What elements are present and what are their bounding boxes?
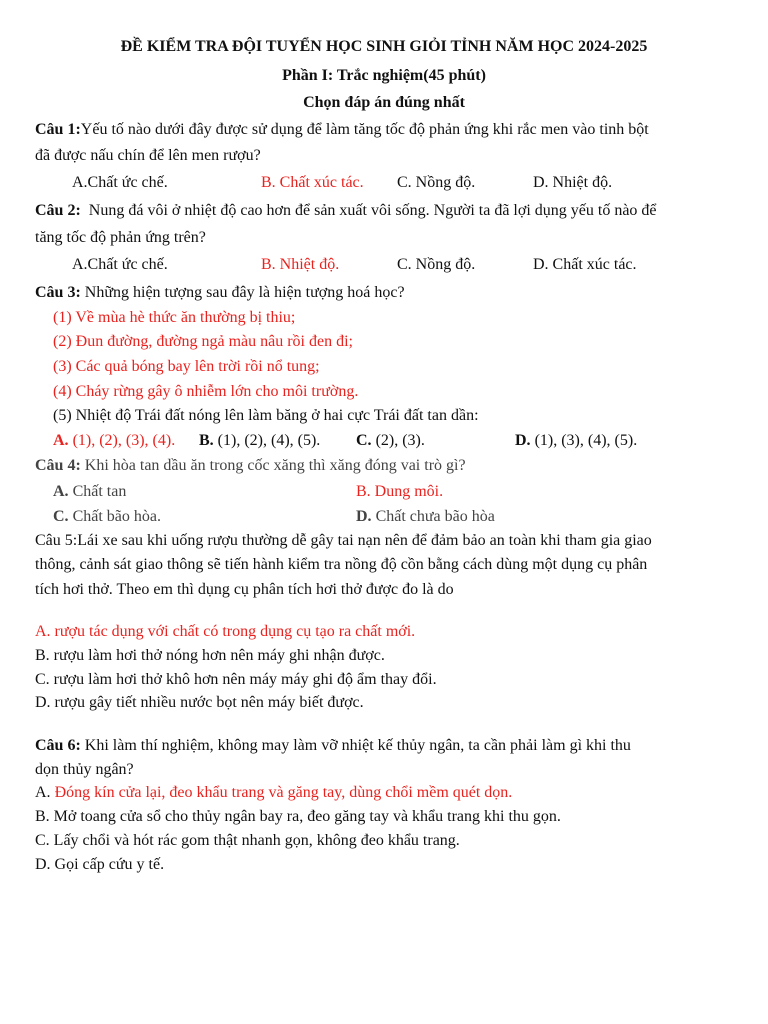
question-4-option-c-text: Chất bão hòa.: [72, 508, 161, 525]
question-1-option-d: D. Nhiệt độ.: [533, 174, 613, 191]
question-4-option-d-text: Chất chưa bão hòa: [375, 508, 495, 525]
question-3-statement-5: (5) Nhiệt độ Trái đất nóng lên làm băng ở hai cực Trái đất tan dần:: [53, 407, 479, 424]
question-3-option-b-text: (1), (2), (4), (5).: [217, 432, 321, 449]
question-4-option-a-text: Chất tan: [72, 483, 127, 500]
question-3-option-b: [199, 431, 320, 451]
question-4-option-a: [53, 482, 126, 502]
question-2-option-a: A.Chất ức chế.: [72, 256, 168, 273]
question-4-option-d-label: D.: [356, 508, 372, 525]
question-2-line-2: tăng tốc độ phản ứng trên?: [35, 229, 206, 246]
question-2-label: Câu 2:: [35, 202, 81, 219]
question-6-option-a: [35, 783, 512, 803]
question-4-label: Câu 4:: [35, 457, 81, 474]
question-3-option-b-label: B.: [199, 432, 214, 449]
question-2-text: Nung đá vôi ở nhiệt độ cao hơn để sản xuất vôi sống. Người ta đã lợi dụng yếu tố nào để: [88, 202, 657, 219]
question-3-option-c: [356, 431, 425, 451]
question-3-option-c-text: (2), (3).: [375, 432, 425, 449]
question-5-option-b: B. rượu làm hơi thở nóng hơn nên máy ghi nhận được.: [35, 647, 385, 664]
question-3-statement-4: (4) Cháy rừng gây ô nhiễm lớn cho môi trường.: [53, 383, 359, 400]
question-1-text: Yếu tố nào dưới đây được sử dụng để làm tăng tốc độ phản ứng khi rắc men vào tinh bột: [80, 121, 649, 138]
question-3-option-d-text: (1), (3), (4), (5).: [534, 432, 638, 449]
question-1-option-a: A.Chất ức chế.: [72, 174, 168, 191]
question-1-line-1: [35, 120, 649, 140]
question-5-line-3: tích hơi thở. Theo em thì dụng cụ phân tích hơi thở được đo là do: [35, 581, 454, 598]
part-heading: Phần I: Trắc nghiệm(45 phút): [282, 67, 486, 84]
question-4-option-c: [53, 507, 161, 527]
question-5-line-2: thông, cảnh sát giao thông sẽ tiến hành kiểm tra nồng độ cồn bằng cách dùng một dụng cụ phân: [35, 556, 648, 573]
question-3-option-d: [515, 431, 637, 451]
question-6-text: Khi làm thí nghiệm, không may làm vỡ nhiệt kế thủy ngân, ta cần phải làm gì khi thu: [84, 737, 631, 754]
question-4-option-a-label: A.: [53, 483, 69, 500]
question-6-option-a-text: Đóng kín cửa lại, đeo khẩu trang và găng tay, dùng chổi mềm quét dọn.: [54, 784, 513, 801]
question-1-label: Câu 1:: [35, 121, 81, 138]
question-2-option-b: B. Nhiệt độ.: [261, 256, 340, 273]
question-2-line-1: [35, 201, 657, 221]
question-3-option-a-label: A.: [53, 432, 69, 449]
question-3-option-c-label: C.: [356, 432, 372, 449]
question-6-label: Câu 6:: [35, 737, 81, 754]
question-4-text: Khi hòa tan dầu ăn trong cốc xăng thì xăng đóng vai trò gì?: [84, 457, 466, 474]
question-6-option-b: B. Mở toang cửa sổ cho thủy ngân bay ra, đeo găng tay và khẩu trang khi thu gọn.: [35, 808, 561, 825]
question-1-line-2: đã được nấu chín để lên men rượu?: [35, 147, 261, 164]
instruction-heading: Chọn đáp án đúng nhất: [303, 94, 465, 111]
question-6-line-2: dọn thủy ngân?: [35, 761, 134, 778]
question-2-option-d: D. Chất xúc tác.: [533, 256, 637, 273]
question-3-statement-3: (3) Các quả bóng bay lên trời rồi nổ tung;: [53, 358, 320, 375]
question-3-statement-1: (1) Về mùa hè thức ăn thường bị thiu;: [53, 309, 296, 326]
question-6-option-a-label: A.: [35, 784, 51, 801]
question-5-option-d: D. rượu gây tiết nhiều nước bọt nên máy biết được.: [35, 694, 364, 711]
question-3-option-a-text: (1), (2), (3), (4).: [72, 432, 176, 449]
question-4-option-c-label: C.: [53, 508, 69, 525]
exam-title: ĐỀ KIỂM TRA ĐỘI TUYỂN HỌC SINH GIỎI TỈNH NĂM HỌC 2024-2025: [120, 38, 648, 55]
question-4-option-b: B. Dung môi.: [356, 483, 444, 500]
question-1-option-b: B. Chất xúc tác.: [261, 174, 364, 191]
question-4-option-d: [356, 507, 495, 527]
question-3-statement-2: (2) Đun đường, đường ngả màu nâu rồi đen đi;: [53, 333, 353, 350]
question-6-line-1: [35, 736, 631, 756]
question-3-line-1: [35, 283, 405, 303]
question-1-option-c: C. Nồng độ.: [397, 174, 476, 191]
question-6-option-c: C. Lấy chổi và hót rác gom thật nhanh gọn, không đeo khẩu trang.: [35, 832, 460, 849]
question-3-text: Những hiện tượng sau đây là hiện tượng hoá học?: [84, 284, 405, 301]
question-5-option-c: C. rượu làm hơi thở khô hơn nên máy máy ghi độ ẩm thay đổi.: [35, 671, 437, 688]
question-5-option-a: A. rượu tác dụng với chất có trong dụng cụ tạo ra chất mới.: [35, 623, 416, 640]
question-6-option-d: D. Gọi cấp cứu y tế.: [35, 856, 165, 873]
question-4-line-1: [35, 456, 466, 476]
question-5-line-1: Câu 5:Lái xe sau khi uống rượu thường dễ gây tai nạn nên để đảm bảo an toàn khi tham gia giao: [35, 532, 652, 549]
question-3-label: Câu 3:: [35, 284, 81, 301]
question-2-option-c: C. Nồng độ.: [397, 256, 476, 273]
question-3-option-a: [53, 431, 175, 451]
question-3-option-d-label: D.: [515, 432, 531, 449]
